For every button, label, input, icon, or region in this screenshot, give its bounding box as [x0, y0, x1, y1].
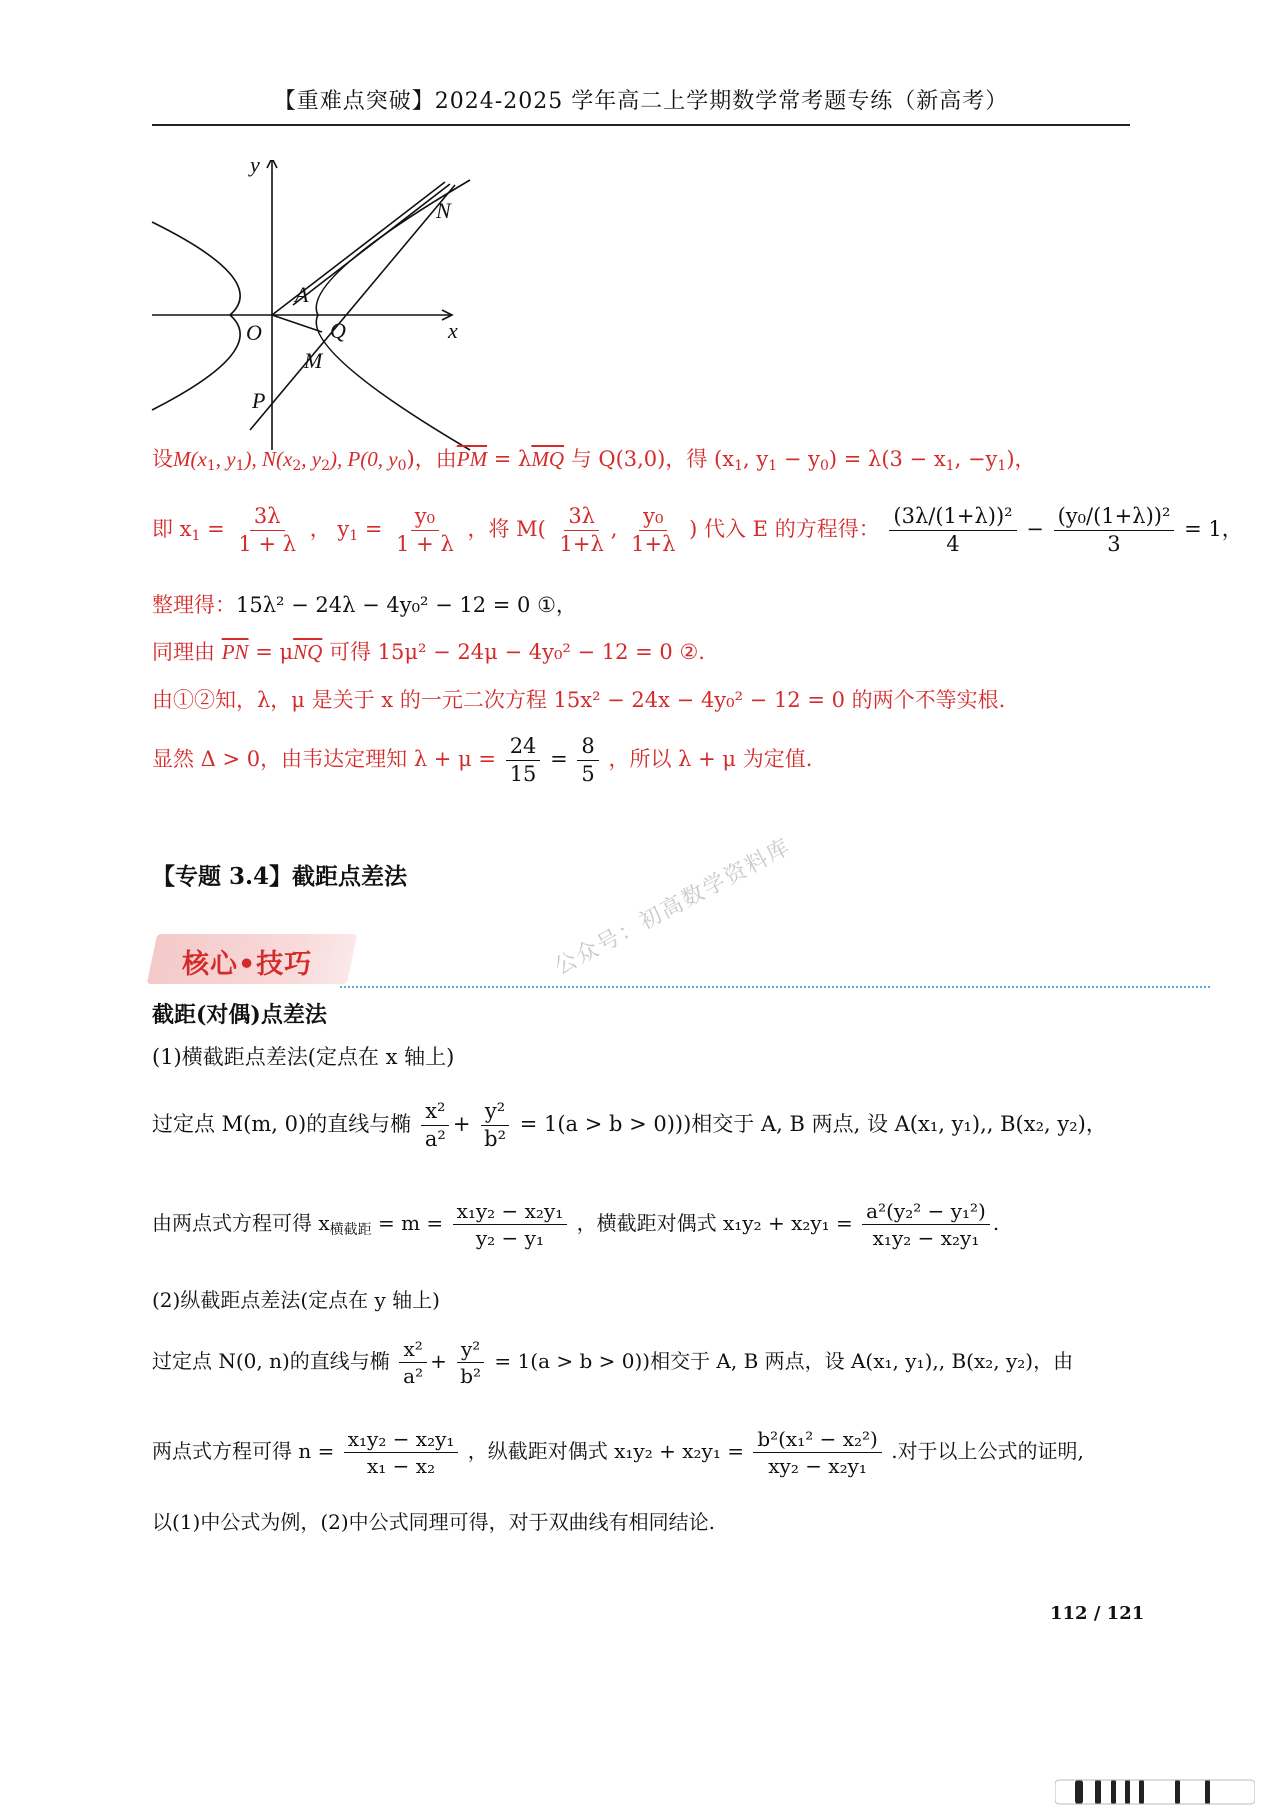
label-Q: Q [330, 318, 346, 343]
label-A: A [295, 282, 309, 307]
body-p3: 由两点式方程可得 $x_{横截距} = m$ = $\frac{\text{x₁y₂ − x₂y₁}}{\text{y₂ − y₁}}$ ，横截距对偶式 x₁y₂ + x₂y₁ = $\frac{\text{a²(y₂² − y₁²)}}{\text{x₁y₂ − x₂y₁}}$ . [152, 1199, 1000, 1250]
banner-dotted-rule [340, 986, 1210, 988]
fraction: $\frac{\text{(3λ/(1+λ))²}}{4}$ [889, 505, 1016, 556]
fraction: $\frac{\text{x²}}{\text{a²}}$ [421, 1100, 450, 1151]
label-O: O [246, 320, 262, 345]
line-AN [293, 184, 450, 305]
solution-line-5: 由①②知，λ，μ 是关于 x 的一元二次方程 15x² − 24x − 4y₀² − 12 = 0 的两个不等实根. [152, 688, 1006, 712]
fraction: $\frac{\text{b²(x₁² − x₂²)}}{\text{xy₂ − x₂y₁}}$ [753, 1428, 882, 1477]
fraction: $\frac{\text{x₁y₂ − x₂y₁}}{\text{x₁ − x₂}}$ [344, 1428, 459, 1477]
body-heading: 截距(对偶)点差法 [152, 1002, 327, 1028]
label-y: y [250, 160, 260, 177]
line-OM [272, 315, 322, 332]
fraction: $\frac{8}{5}$ [577, 735, 598, 786]
solution-line-6: 显然 Δ > 0，由韦达定理知 λ + μ = $\frac{24}{15}$ = $\frac{8}{5}$ ，所以 λ + μ 为定值. [152, 734, 813, 787]
label-M: M [304, 348, 323, 373]
fraction: $\frac{\text{y²}}{\text{b²}}$ [456, 1338, 485, 1387]
fraction: $\frac{\text{x²}}{\text{a²}}$ [399, 1338, 427, 1387]
body-p2: 过定点 M(m, 0)的直线与椭 $\frac{\text{x²}}{\text{a²}}$ + $\frac{\text{y²}}{\text{b²}}$ = 1(a > b > 0)))相交于 A, B 两点, 设 A(x₁, y₁),, B(x₂, y₂)， [152, 1099, 1107, 1152]
watermark-bars-icon [1055, 1776, 1255, 1806]
body-p7: 以(1)中公式为例，(2)中公式同理可得，对于双曲线有相同结论. [152, 1510, 716, 1534]
body-p6: 两点式方程可得 n = $\frac{\text{x₁y₂ − x₂y₁}}{\text{x₁ − x₂}}$ ，纵截距对偶式 x₁y₂ + x₂y₁ = $\frac{\text{b²(x₁² − x₂²)}}{\text{xy₂ − x₂y₁}}$ .对于以上公式的证明, [152, 1427, 1084, 1478]
banner-label: 核心•技巧 [182, 949, 313, 980]
left-branch [152, 222, 240, 410]
fraction: $\frac{3\lambda}{1+\lambda}$ [559, 504, 604, 557]
fraction: $\frac{\text{y₀}}{1 + \lambda}$ [396, 504, 454, 557]
fraction: $\frac{\text{x₁y₂ − x₂y₁}}{\text{y₂ − y₁}}$ [453, 1200, 568, 1249]
watermark: 公众号：初高数学资料库 [550, 834, 796, 981]
solution-line-4: 同理由 $\overline{PN} = \mu\overline{NQ}$ 可得 15μ² − 24μ − 4y₀² − 12 = 0 ②. [152, 640, 705, 664]
fraction: $\frac{24}{15}$ [506, 735, 541, 786]
solution-line-3: 整理得：15λ² − 24λ − 4y₀² − 12 = 0 ①， [152, 593, 577, 617]
body-p1: (1)横截距点差法(定点在 x 轴上) [152, 1045, 455, 1069]
page-number: 112 / 121 [1050, 1603, 1145, 1624]
body-p4: (2)纵截距点差法(定点在 y 轴上) [152, 1288, 440, 1312]
hyperbola-figure [150, 160, 480, 460]
fraction: $\frac{\text{y₀}}{1+\lambda}$ [631, 504, 676, 557]
fraction: $\frac{\text{y²}}{\text{b²}}$ [480, 1100, 510, 1151]
fraction: $\frac{3\lambda}{1 + \lambda}$ [238, 504, 297, 557]
label-N: N [436, 198, 451, 223]
label-P: P [252, 388, 266, 413]
fraction: $\frac{\text{(y₀/(1+λ))²}}{3}$ [1054, 505, 1175, 556]
solution-line-1: 设$M(x_1$, $y_1$), $N(x_2$, $y_2$), P(0, $y_0$)，由$\overline{PM} = \lambda\overline{MQ}$ 与 Q(3,0)，得 ($x_1$, $y_1 - y_0) = \lambda(3 - x_1$, $-y_1$)， [152, 447, 1036, 474]
section-title: 【专题 3.4】截距点差法 [152, 863, 408, 890]
fraction: $\frac{\text{a²(y₂² − y₁²)}}{\text{x₁y₂ − x₂y₁}}$ [862, 1200, 990, 1249]
page-header: 【重难点突破】2024-2025 学年高二上学期数学常考题专练（新高考） [273, 89, 1009, 114]
label-x: x [448, 318, 458, 343]
header-rule [152, 124, 1130, 126]
solution-line-2: 即 $x_1$ = $\frac{3\lambda}{1 + \lambda}$ ， $y_1$ = $\frac{\text{y₀}}{1 + \lambda}$ ，将 M( $\frac{3\lambda}{1+\lambda}$ , $\frac{\text{y₀}}{1+\lambda}$ ) 代入 E 的方程得： $\frac{\text{(3λ/(1+λ))²}}{4}$ − $\frac{\text{(y₀/(1+λ))²}}{3}$ = 1， [152, 504, 1243, 557]
body-p5: 过定点 N(0, n)的直线与椭 $\frac{\text{x²}}{\text{a²}}$ + $\frac{\text{y²}}{\text{b²}}$ = 1(a > b > 0))相交于 A, B 两点，设 A(x₁, y₁),, B(x₂, y₂)，由 [152, 1337, 1074, 1388]
